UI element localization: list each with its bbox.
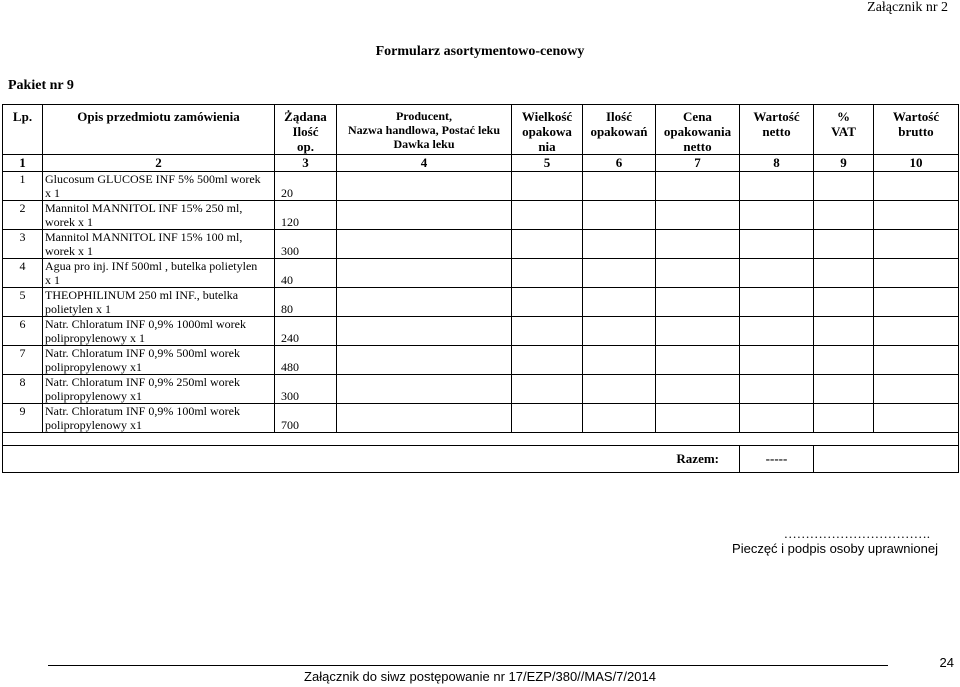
totals-value: ----- bbox=[740, 446, 814, 473]
row-quantity: 300 bbox=[275, 230, 337, 259]
header-requested-qty: Żądana Ilość op. bbox=[275, 105, 337, 155]
table-row bbox=[3, 404, 959, 433]
row-producer-cell[interactable] bbox=[337, 375, 512, 404]
row-lp: 7 bbox=[3, 346, 43, 375]
row-vat-cell[interactable] bbox=[814, 346, 874, 375]
row-description: Mannitol MANNITOL INF 15% 100 ml, worek x 1 bbox=[43, 230, 275, 259]
row-gross-value-cell[interactable] bbox=[874, 288, 959, 317]
page-number: 24 bbox=[939, 655, 954, 670]
footer-text: Załącznik do siwz postępowanie nr 17/EZP/380//MAS/7/2014 bbox=[304, 669, 656, 684]
row-quantity: 700 bbox=[275, 404, 337, 433]
row-net-price-cell[interactable] bbox=[656, 288, 740, 317]
row-producer-cell[interactable] bbox=[337, 317, 512, 346]
row-pack-count-cell[interactable] bbox=[583, 404, 656, 433]
header-gross-value: Wartość brutto bbox=[874, 105, 959, 155]
header-net-value: Wartość netto bbox=[740, 105, 814, 155]
row-vat-cell[interactable] bbox=[814, 259, 874, 288]
row-gross-value-cell[interactable] bbox=[874, 172, 959, 201]
row-pack-count-cell[interactable] bbox=[583, 317, 656, 346]
annex-label: Załącznik nr 2 bbox=[867, 0, 948, 15]
signature-dots: ……………………………. bbox=[783, 526, 930, 541]
column-number: 3 bbox=[275, 155, 337, 172]
column-number: 9 bbox=[814, 155, 874, 172]
row-lp: 2 bbox=[3, 201, 43, 230]
row-description: Glucosum GLUCOSE INF 5% 500ml worek x 1 bbox=[43, 172, 275, 201]
row-gross-value-cell[interactable] bbox=[874, 317, 959, 346]
row-pack-size-cell[interactable] bbox=[512, 404, 583, 433]
table-row bbox=[3, 288, 959, 317]
row-pack-size-cell[interactable] bbox=[512, 172, 583, 201]
row-net-value-cell[interactable] bbox=[740, 201, 814, 230]
header-row bbox=[3, 105, 959, 155]
column-number: 5 bbox=[512, 155, 583, 172]
row-lp: 9 bbox=[3, 404, 43, 433]
spacer-row bbox=[3, 433, 959, 446]
row-pack-size-cell[interactable] bbox=[512, 288, 583, 317]
row-lp: 8 bbox=[3, 375, 43, 404]
column-number: 6 bbox=[583, 155, 656, 172]
row-net-value-cell[interactable] bbox=[740, 172, 814, 201]
row-vat-cell[interactable] bbox=[814, 317, 874, 346]
row-description: THEOPHILINUM 250 ml INF., butelka polietylen x 1 bbox=[43, 288, 275, 317]
row-pack-count-cell[interactable] bbox=[583, 346, 656, 375]
row-description: Natr. Chloratum INF 0,9% 100ml worek polipropylenowy x1 bbox=[43, 404, 275, 433]
table-row bbox=[3, 317, 959, 346]
header-pack-count: Ilość opakowań bbox=[583, 105, 656, 155]
table-row bbox=[3, 172, 959, 201]
header-net-price: Cena opakowania netto bbox=[656, 105, 740, 155]
row-pack-count-cell[interactable] bbox=[583, 259, 656, 288]
row-pack-size-cell[interactable] bbox=[512, 317, 583, 346]
row-description: Natr. Chloratum INF 0,9% 500ml worek polipropylenowy x1 bbox=[43, 346, 275, 375]
row-quantity: 40 bbox=[275, 259, 337, 288]
assortment-price-table bbox=[2, 104, 959, 473]
row-producer-cell[interactable] bbox=[337, 259, 512, 288]
row-lp: 5 bbox=[3, 288, 43, 317]
row-pack-count-cell[interactable] bbox=[583, 230, 656, 259]
row-net-value-cell[interactable] bbox=[740, 230, 814, 259]
row-pack-size-cell[interactable] bbox=[512, 375, 583, 404]
row-pack-size-cell[interactable] bbox=[512, 230, 583, 259]
table-row bbox=[3, 201, 959, 230]
row-net-price-cell[interactable] bbox=[656, 259, 740, 288]
header-producer: Producent, Nazwa handlowa, Postać leku Dawka leku bbox=[337, 105, 512, 155]
row-quantity: 120 bbox=[275, 201, 337, 230]
row-vat-cell[interactable] bbox=[814, 404, 874, 433]
row-net-price-cell[interactable] bbox=[656, 346, 740, 375]
row-pack-size-cell[interactable] bbox=[512, 201, 583, 230]
row-net-value-cell[interactable] bbox=[740, 346, 814, 375]
row-net-value-cell[interactable] bbox=[740, 375, 814, 404]
header-vat: % VAT bbox=[814, 105, 874, 155]
row-pack-size-cell[interactable] bbox=[512, 259, 583, 288]
column-number: 1 bbox=[3, 155, 43, 172]
signature-label: Pieczęć i podpis osoby uprawnionej bbox=[732, 541, 938, 556]
column-number: 2 bbox=[43, 155, 275, 172]
row-producer-cell[interactable] bbox=[337, 201, 512, 230]
row-quantity: 240 bbox=[275, 317, 337, 346]
row-producer-cell[interactable] bbox=[337, 346, 512, 375]
row-pack-count-cell[interactable] bbox=[583, 172, 656, 201]
row-lp: 6 bbox=[3, 317, 43, 346]
form-title: Formularz asortymentowo-cenowy bbox=[375, 44, 585, 59]
row-quantity: 480 bbox=[275, 346, 337, 375]
column-number-row bbox=[3, 155, 959, 172]
row-quantity: 300 bbox=[275, 375, 337, 404]
row-net-price-cell[interactable] bbox=[656, 375, 740, 404]
row-vat-cell[interactable] bbox=[814, 288, 874, 317]
row-description: Mannitol MANNITOL INF 15% 250 ml, worek x 1 bbox=[43, 201, 275, 230]
row-vat-cell[interactable] bbox=[814, 201, 874, 230]
row-description: Natr. Chloratum INF 0,9% 250ml worek polipropylenowy x1 bbox=[43, 375, 275, 404]
row-net-value-cell[interactable] bbox=[740, 404, 814, 433]
totals-row bbox=[3, 446, 959, 473]
row-vat-cell[interactable] bbox=[814, 172, 874, 201]
row-net-price-cell[interactable] bbox=[656, 230, 740, 259]
row-vat-cell[interactable] bbox=[814, 375, 874, 404]
row-quantity: 20 bbox=[275, 172, 337, 201]
table-row bbox=[3, 259, 959, 288]
row-lp: 4 bbox=[3, 259, 43, 288]
row-pack-count-cell[interactable] bbox=[583, 375, 656, 404]
row-producer-cell[interactable] bbox=[337, 288, 512, 317]
row-producer-cell[interactable] bbox=[337, 404, 512, 433]
row-pack-size-cell[interactable] bbox=[512, 346, 583, 375]
row-pack-count-cell[interactable] bbox=[583, 201, 656, 230]
row-net-price-cell[interactable] bbox=[656, 404, 740, 433]
totals-label: Razem: bbox=[3, 446, 740, 473]
row-vat-cell[interactable] bbox=[814, 230, 874, 259]
row-gross-value-cell[interactable] bbox=[874, 259, 959, 288]
row-gross-value-cell[interactable] bbox=[874, 346, 959, 375]
row-pack-count-cell[interactable] bbox=[583, 288, 656, 317]
table-row bbox=[3, 346, 959, 375]
row-lp: 3 bbox=[3, 230, 43, 259]
column-number: 7 bbox=[656, 155, 740, 172]
row-gross-value-cell[interactable] bbox=[874, 404, 959, 433]
row-net-value-cell[interactable] bbox=[740, 288, 814, 317]
column-number: 4 bbox=[337, 155, 512, 172]
row-net-value-cell[interactable] bbox=[740, 317, 814, 346]
header-lp: Lp. bbox=[3, 105, 43, 155]
header-description: Opis przedmiotu zamówienia bbox=[43, 105, 275, 155]
package-label: Pakiet nr 9 bbox=[8, 78, 74, 93]
header-pack-size: Wielkość opakowa nia bbox=[512, 105, 583, 155]
row-lp: 1 bbox=[3, 172, 43, 201]
row-description: Agua pro inj. INf 500ml , butelka polietylen x 1 bbox=[43, 259, 275, 288]
footer-divider bbox=[48, 665, 888, 666]
row-producer-cell[interactable] bbox=[337, 172, 512, 201]
table-row bbox=[3, 375, 959, 404]
row-net-price-cell[interactable] bbox=[656, 201, 740, 230]
row-net-price-cell[interactable] bbox=[656, 172, 740, 201]
totals-empty bbox=[814, 446, 959, 473]
row-net-price-cell[interactable] bbox=[656, 317, 740, 346]
row-producer-cell[interactable] bbox=[337, 230, 512, 259]
column-number: 8 bbox=[740, 155, 814, 172]
table-row bbox=[3, 230, 959, 259]
row-description: Natr. Chloratum INF 0,9% 1000ml worek polipropylenowy x 1 bbox=[43, 317, 275, 346]
column-number: 10 bbox=[874, 155, 959, 172]
row-gross-value-cell[interactable] bbox=[874, 375, 959, 404]
row-net-value-cell[interactable] bbox=[740, 259, 814, 288]
row-gross-value-cell[interactable] bbox=[874, 201, 959, 230]
row-quantity: 80 bbox=[275, 288, 337, 317]
row-gross-value-cell[interactable] bbox=[874, 230, 959, 259]
